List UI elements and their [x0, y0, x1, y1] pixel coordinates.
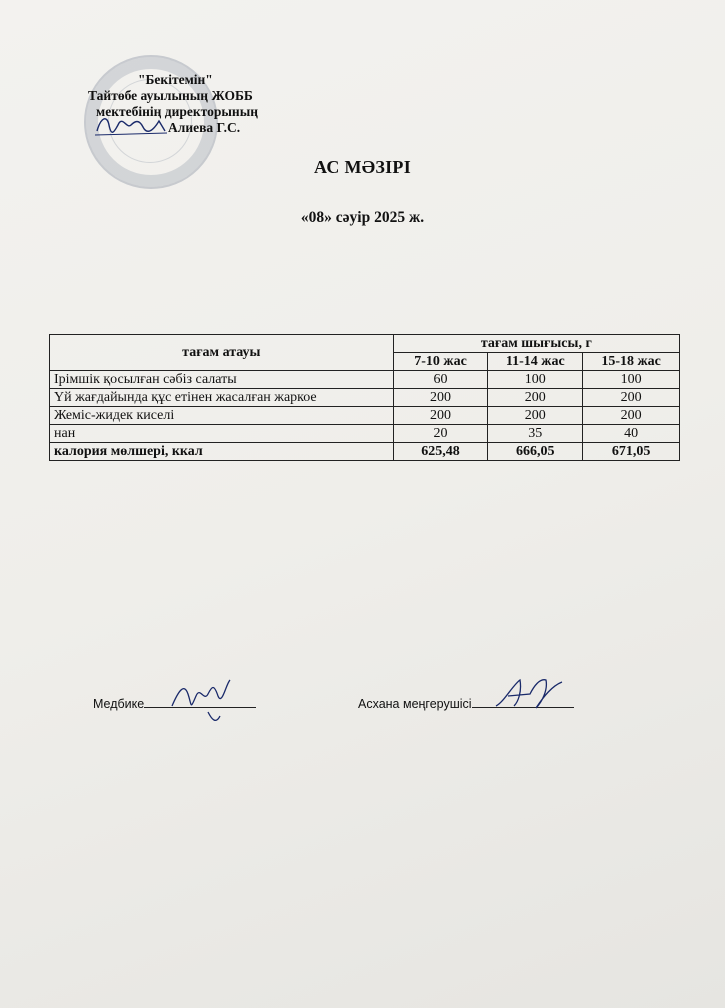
- approval-line-4: Алиева Г.С.: [168, 120, 241, 135]
- director-signature: [93, 111, 173, 141]
- portion-value: 20: [393, 425, 488, 443]
- table-row: [50, 371, 680, 389]
- portion-value: 40: [583, 425, 680, 443]
- dish-name: Ірімшік қосылған сәбіз салаты: [50, 371, 394, 389]
- dish-name: нан: [50, 425, 394, 443]
- portion-value: 200: [488, 389, 583, 407]
- table-row: [50, 407, 680, 425]
- table-header-row: [50, 335, 680, 353]
- header-age-1: 7-10 жас: [393, 353, 488, 371]
- approval-line-3: мектебінің директорының: [96, 104, 259, 119]
- table-row: [50, 425, 680, 443]
- calorie-value: 625,48: [393, 443, 488, 461]
- approval-line-1: "Бекітемін": [138, 72, 213, 87]
- approval-line-2: Тайтөбе ауылының ЖОББ: [88, 88, 253, 103]
- portion-value: 35: [488, 425, 583, 443]
- canteen-manager-signature: [490, 672, 570, 716]
- canteen-manager-label: Асхана меңгерушісі: [358, 697, 472, 711]
- portion-value: 100: [583, 371, 680, 389]
- nurse-signature: [168, 672, 238, 728]
- total-calories-row: [50, 443, 680, 461]
- table-row: [50, 389, 680, 407]
- total-label: калория мөлшері, ккал: [50, 443, 394, 461]
- header-portion-output: тағам шығысы, г: [393, 335, 679, 353]
- dish-name: Үй жағдайында құс етінен жасалған жаркое: [50, 389, 394, 407]
- page-title: АС МӘЗІРІ: [313, 157, 412, 177]
- header-age-3: 15-18 жас: [583, 353, 680, 371]
- menu-date: «08» сәуір 2025 ж.: [300, 209, 425, 226]
- header-age-2: 11-14 жас: [488, 353, 583, 371]
- nurse-label: Медбике: [93, 697, 145, 711]
- header-dish-name: тағам атауы: [50, 335, 394, 371]
- portion-value: 60: [393, 371, 488, 389]
- menu-table: [49, 334, 680, 461]
- dish-name: Жеміс-жидек киселі: [50, 407, 394, 425]
- portion-value: 200: [393, 389, 488, 407]
- portion-value: 200: [583, 389, 680, 407]
- calorie-value: 666,05: [488, 443, 583, 461]
- portion-value: 200: [488, 407, 583, 425]
- calorie-value: 671,05: [583, 443, 680, 461]
- portion-value: 200: [393, 407, 488, 425]
- portion-value: 200: [583, 407, 680, 425]
- portion-value: 100: [488, 371, 583, 389]
